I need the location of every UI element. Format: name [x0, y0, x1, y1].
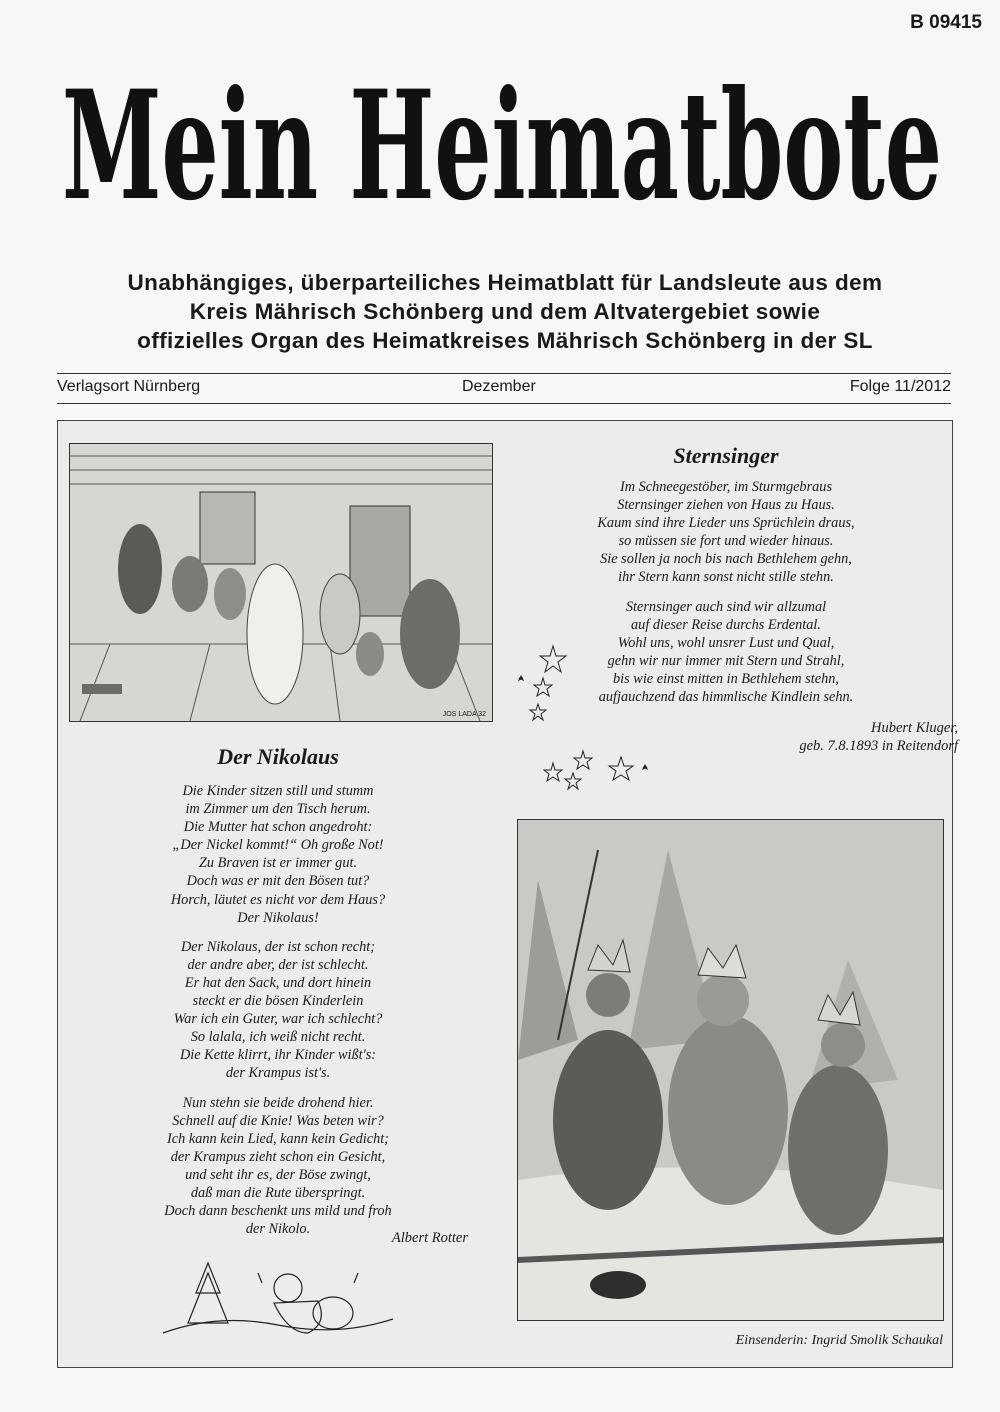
- author-line: geb. 7.8.1893 in Reitendorf: [799, 738, 958, 754]
- poem-line: der Krampus zieht schon ein Gesicht,: [170, 1148, 386, 1165]
- sternsinger-illustration: [517, 819, 944, 1321]
- poem-author: [658, 719, 958, 755]
- content-panel: [57, 420, 958, 1368]
- poem-line: Doch dann beschenkt uns mild und froh: [164, 1203, 392, 1220]
- poem-line: Der Nikolaus, der ist schon recht;: [180, 938, 376, 955]
- poem-line: auf dieser Reise durchs Erdental.: [631, 616, 821, 633]
- poem-title: Der Nikolaus: [217, 744, 339, 769]
- poem-line: Er hat den Sack, und dort hinein: [184, 974, 372, 991]
- stanza: [118, 782, 438, 927]
- masthead-title: Mein Heimatbote: [62, 58, 942, 234]
- poem-line: aufjauchzend das himmlische Kindlein sehn.: [598, 689, 854, 706]
- poem-line: Wohl uns, wohl unsrer Lust und Qual,: [617, 634, 835, 651]
- poem-line: Der Nikolaus!: [237, 909, 319, 926]
- stanza: [508, 478, 944, 587]
- poem-line: der Nikolo.: [245, 1221, 311, 1238]
- poem-line: Im Schneegestöber, im Sturmgebraus: [619, 479, 833, 495]
- stanza: [118, 938, 438, 1083]
- author-line: Hubert Kluger,: [871, 720, 958, 736]
- poem-line: So lalala, ich weiß nicht recht.: [190, 1029, 366, 1046]
- poem-line: Ich kann kein Lied, kann kein Gedicht;: [167, 1130, 389, 1147]
- star-decoration-icon: [543, 743, 653, 791]
- poem-line: Doch was er mit den Bösen tut?: [186, 873, 370, 890]
- poem-line: ihr Stern kann sonst nicht stille stehn.: [618, 569, 834, 586]
- stanza: [118, 1094, 438, 1239]
- poem-line: daß man die Rute überspringt.: [190, 1184, 366, 1201]
- poem-line: Kaum sind ihre Lieder uns Sprüchlein draus,: [597, 515, 855, 532]
- subtitle-line: offizielles Organ des Heimatkreises Mährisch Schönberg in der SL: [137, 328, 873, 353]
- poem-line: steckt er die bösen Kinderlein: [192, 993, 364, 1010]
- poem-line: Die Kinder sitzen still und stumm: [182, 783, 374, 799]
- subtitle: [40, 268, 970, 355]
- winter-vignette-icon: [158, 1253, 398, 1349]
- divider-top: [57, 373, 951, 374]
- illustration-caption: Einsenderin: Ingrid Smolik Schaukal: [735, 1333, 943, 1348]
- issue-info-bar: [57, 378, 951, 400]
- poem-nikolaus: [118, 744, 438, 1249]
- nikolaus-illustration: [69, 443, 493, 722]
- issue-code: B 09415: [910, 12, 982, 33]
- publication-place: Verlagsort Nürnberg: [57, 378, 201, 395]
- poem-line: „Der Nickel kommt!“ Oh große Not!: [172, 837, 384, 854]
- poem-line: Zu Braven ist er immer gut.: [198, 855, 358, 872]
- poem-line: Sie sollen ja noch bis nach Bethlehem gehn,: [600, 551, 852, 568]
- poem-line: Nun stehn sie beide drohend hier.: [182, 1094, 374, 1111]
- poem-line: Horch, läutet es nicht vor dem Haus?: [170, 891, 386, 908]
- poem-body: [118, 782, 438, 1238]
- poem-line: bis wie einst mitten in Bethlehem stehn,: [613, 670, 839, 687]
- issue-month: Dezember: [462, 378, 536, 395]
- masthead-logo: [52, 30, 952, 260]
- poem-title: Sternsinger: [673, 443, 779, 468]
- poem-line: und seht ihr es, der Böse zwingt,: [185, 1166, 371, 1183]
- poem-line: Sternsinger auch sind wir allzumal: [625, 598, 827, 615]
- poem-line: Sternsinger ziehen von Haus zu Haus.: [617, 497, 835, 514]
- poem-line: im Zimmer um den Tisch herum.: [185, 801, 371, 818]
- poem-author: Albert Rotter: [391, 1230, 468, 1246]
- poem-line: der Krampus ist's.: [225, 1065, 331, 1082]
- poem-line: so müssen sie fort und wieder hinaus.: [618, 533, 834, 550]
- subtitle-line: Unabhängiges, überparteiliches Heimatblatt für Landsleute aus dem: [127, 270, 883, 295]
- illustration-signature: JOS LADA 32: [442, 711, 486, 718]
- divider-bottom: [57, 403, 951, 404]
- poem-line: der andre aber, der ist schlecht.: [187, 956, 369, 973]
- poem-line: War ich ein Guter, war ich schlecht?: [173, 1011, 383, 1028]
- poem-line: Die Kette klirrt, ihr Kinder wißt's:: [179, 1047, 377, 1064]
- poem-line: Die Mutter hat schon angedroht:: [183, 819, 373, 836]
- issue-number: Folge 11/2012: [849, 378, 951, 395]
- poem-line: Schnell auf die Knie! Was beten wir?: [172, 1112, 384, 1129]
- subtitle-line: Kreis Mährisch Schönberg und dem Altvatergebiet sowie: [189, 299, 821, 324]
- poem-line: gehn wir nur immer mit Stern und Strahl,: [607, 652, 845, 669]
- star-decoration-icon: [513, 636, 583, 726]
